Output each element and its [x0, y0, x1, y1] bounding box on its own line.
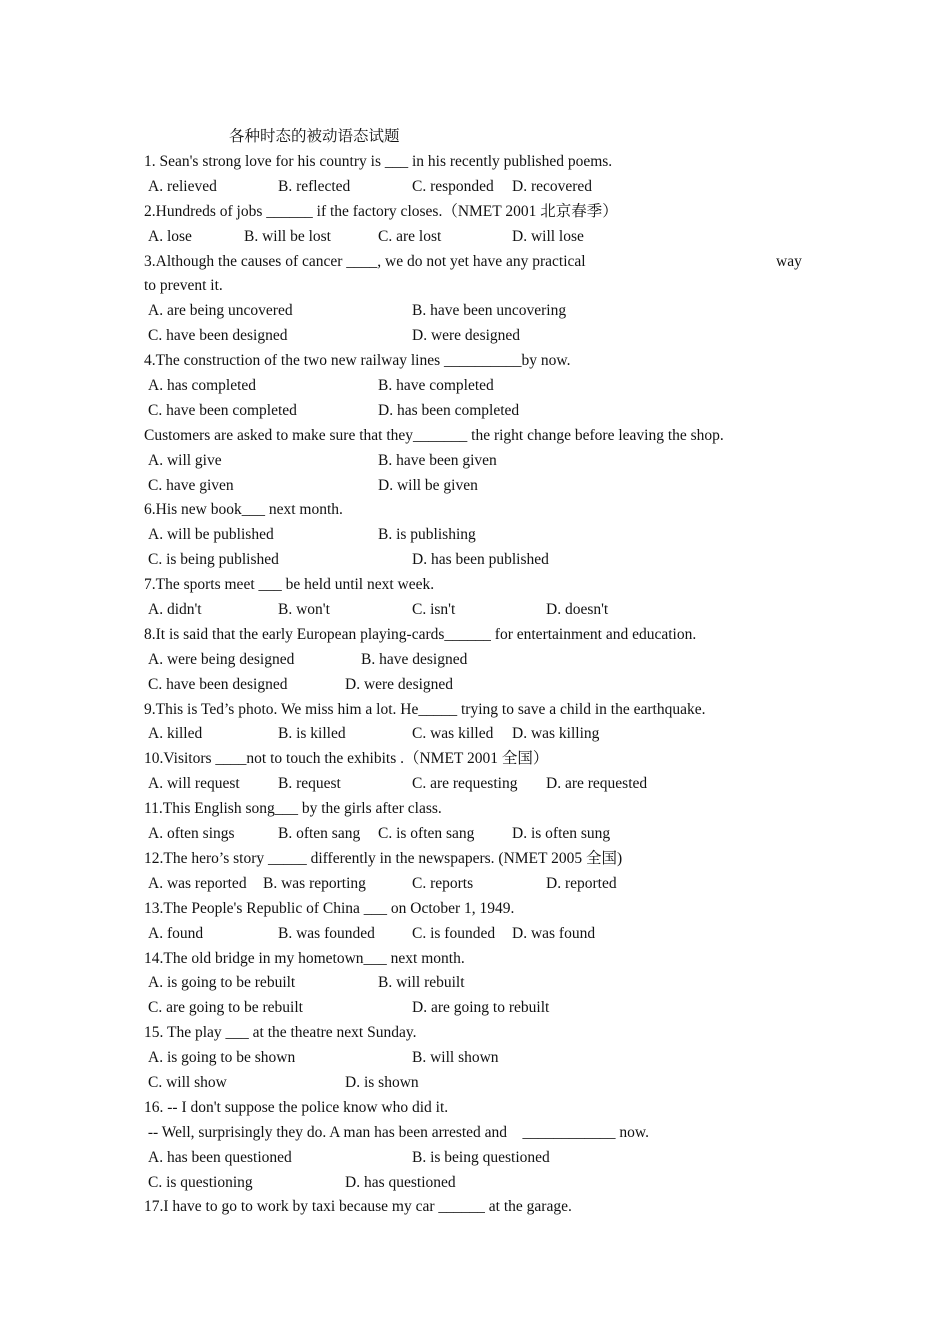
- option-c: C. isn't: [412, 601, 456, 619]
- question-15-options-row-2: [144, 1072, 814, 1097]
- question-3-stem-end: way: [776, 252, 802, 270]
- option-a: A. is going to be shown: [148, 1049, 296, 1067]
- question-17-stem: 17.I have to go to work by taxi because my car ______ at the garage.: [144, 1198, 572, 1216]
- option-d: D. has been published: [412, 551, 549, 569]
- option-b: B. have completed: [378, 377, 494, 395]
- question-6-options-row-2: [144, 549, 814, 574]
- question-10-stem: 10.Visitors ____not to touch the exhibits .（NMET 2001 全国）: [144, 750, 549, 768]
- question-14-stem: 14.The old bridge in my hometown___ next month.: [144, 949, 465, 967]
- question-8-options-row-2: [144, 674, 814, 699]
- option-c: C. have given: [148, 476, 234, 494]
- question-12-options: [144, 873, 814, 898]
- option-b: B. was reporting: [263, 874, 366, 892]
- question-10-options: [144, 773, 814, 798]
- option-b: B. have been given: [378, 451, 497, 469]
- option-d: D. are requested: [546, 775, 648, 793]
- question-5-options-row-2: [144, 475, 814, 500]
- option-c: C. are lost: [378, 227, 442, 245]
- option-b: B. was founded: [278, 924, 375, 942]
- question-5-options-row-1: [144, 450, 814, 475]
- option-c: C. responded: [412, 177, 494, 195]
- question-11-options: [144, 823, 814, 848]
- question-5-stem: Customers are asked to make sure that they_______ the right change before leaving the shop.: [144, 426, 724, 444]
- option-b: B. is killed: [278, 725, 346, 743]
- question-2-stem: 2.Hundreds of jobs ______ if the factory closes.（NMET 2001 北京春季）: [144, 202, 618, 220]
- option-d: D. were designed: [412, 327, 521, 345]
- option-c: C. are requesting: [412, 775, 518, 793]
- question-4-options-row-1: [144, 375, 814, 400]
- option-a: A. relieved: [148, 177, 217, 195]
- question-3-options-row-1: [144, 300, 814, 325]
- question-4-options-row-2: [144, 400, 814, 425]
- question-7-stem: 7.The sports meet ___ be held until next week.: [144, 576, 435, 594]
- option-b: B. reflected: [278, 177, 351, 195]
- option-c: C. is often sang: [378, 825, 475, 843]
- option-d: D. was found: [512, 924, 596, 942]
- option-b: B. is publishing: [378, 526, 476, 544]
- option-a: A. were being designed: [148, 650, 295, 668]
- question-3-stem-continuation: to prevent it.: [144, 277, 223, 295]
- question-14-options-row-2: [144, 997, 814, 1022]
- option-b: B. won't: [278, 601, 330, 619]
- option-d: D. will lose: [512, 227, 584, 245]
- option-c: C. have been completed: [148, 401, 297, 419]
- option-d: D. will be given: [378, 476, 478, 494]
- question-6-options-row-1: [144, 524, 814, 549]
- question-16-stem: 16. -- I don't suppose the police know who did it.: [144, 1098, 449, 1116]
- question-7-options: [144, 599, 814, 624]
- option-a: A. has completed: [148, 377, 257, 395]
- option-b: B. will rebuilt: [378, 974, 465, 992]
- option-b: B. request: [278, 775, 341, 793]
- question-15-stem: 15. The play ___ at the theatre next Sunday.: [144, 1024, 417, 1042]
- question-8-options-row-1: [144, 649, 814, 674]
- option-b: B. have designed: [361, 650, 468, 668]
- question-14-options-row-1: [144, 972, 814, 997]
- option-a: A. killed: [148, 725, 203, 743]
- option-d: D. doesn't: [546, 601, 609, 619]
- option-b: B. will shown: [412, 1049, 499, 1067]
- option-c: C. is founded: [412, 924, 496, 942]
- option-a: A. found: [148, 924, 204, 942]
- question-16-stem-continuation: -- Well, surprisingly they do. A man has been arrested and ____________ now.: [144, 1123, 649, 1141]
- option-a: A. are being uncovered: [148, 302, 293, 320]
- option-a: A. will request: [148, 775, 240, 793]
- question-6-stem: 6.His new book___ next month.: [144, 501, 343, 519]
- option-c: C. is being published: [148, 551, 279, 569]
- option-c: C. is questioning: [148, 1173, 253, 1191]
- question-3-stem-text: 3.Although the causes of cancer ____, we do not yet have any practical: [144, 252, 586, 270]
- question-3-stem: [144, 251, 814, 276]
- question-1-stem: 1. Sean's strong love for his country is ___ in his recently published poems.: [144, 153, 613, 170]
- option-b: B. will be lost: [244, 227, 331, 245]
- question-13-options: [144, 923, 814, 948]
- question-2-options: [144, 226, 814, 251]
- option-b: B. often sang: [278, 825, 361, 843]
- option-c: C. are going to be rebuilt: [148, 999, 303, 1017]
- option-c: C. have been designed: [148, 327, 288, 345]
- option-a: A. will be published: [148, 526, 274, 544]
- question-9-options: [144, 723, 814, 748]
- option-b: B. have been uncovering: [412, 302, 567, 320]
- option-d: D. were designed: [345, 675, 454, 693]
- document-title: 各种时态的被动语态试题: [229, 128, 400, 145]
- option-d: D. is often sung: [512, 825, 611, 843]
- question-15-options-row-1: [144, 1047, 814, 1072]
- question-8-stem: 8.It is said that the early European playing-cards______ for entertainment and education.: [144, 625, 697, 643]
- option-a: A. was reported: [148, 874, 247, 892]
- option-a: A. has been questioned: [148, 1148, 292, 1166]
- option-a: A. lose: [148, 227, 192, 245]
- option-a: A. is going to be rebuilt: [148, 974, 296, 992]
- option-d: D. reported: [546, 874, 617, 892]
- option-a: A. will give: [148, 451, 222, 469]
- question-3-options-row-2: [144, 325, 814, 350]
- option-d: D. has questioned: [345, 1173, 456, 1191]
- option-c: C. have been designed: [148, 675, 288, 693]
- option-d: D. was killing: [512, 725, 600, 743]
- question-1-options: [144, 176, 814, 201]
- question-16-options-row-2: [144, 1172, 814, 1197]
- question-11-stem: 11.This English song___ by the girls after class.: [144, 800, 442, 818]
- option-d: D. is shown: [345, 1073, 419, 1091]
- question-12-stem: 12.The hero’s story _____ differently in the newspapers. (NMET 2005 全国): [144, 849, 623, 867]
- question-13-stem: 13.The People's Republic of China ___ on October 1, 1949.: [144, 899, 515, 917]
- option-c: C. was killed: [412, 725, 494, 743]
- question-4-stem: 4.The construction of the two new railway lines __________by now.: [144, 352, 571, 370]
- option-b: B. is being questioned: [412, 1148, 550, 1166]
- option-c: C. reports: [412, 874, 474, 892]
- question-list: [144, 151, 814, 1221]
- option-d: D. recovered: [512, 177, 593, 195]
- option-d: D. are going to rebuilt: [412, 999, 550, 1017]
- option-a: A. often sings: [148, 825, 235, 843]
- question-16-options-row-1: [144, 1147, 814, 1172]
- question-9-stem: 9.This is Ted’s photo. We miss him a lot. He_____ trying to save a child in the earthquake.: [144, 700, 706, 718]
- option-c: C. will show: [148, 1073, 227, 1091]
- option-a: A. didn't: [148, 601, 202, 619]
- option-d: D. has been completed: [378, 401, 520, 419]
